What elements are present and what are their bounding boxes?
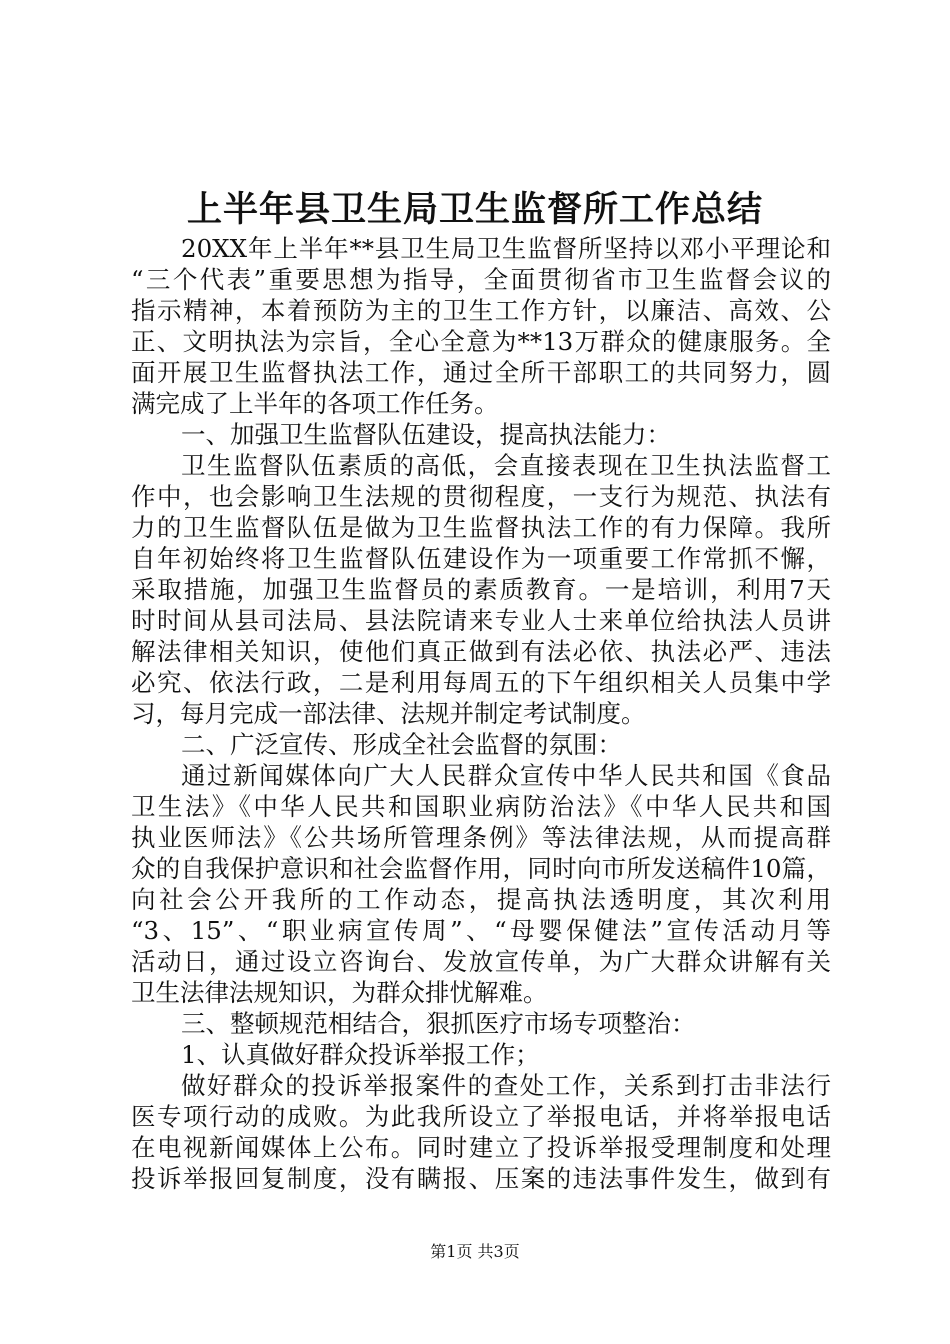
text-line: 作中，也会影响卫生法规的贯彻程度，一支行为规范、执法有 (131, 482, 831, 511)
text-line: 执业医师法》《公共场所管理条例》等法律法规，从而提高群 (131, 823, 831, 852)
text-line: 在电视新闻媒体上公布。同时建立了投诉举报受理制度和处理 (131, 1133, 831, 1162)
text-line: 向社会公开我所的工作动态，提高执法透明度，其次利用 (131, 885, 831, 914)
document-title: 上半年县卫生局卫生监督所工作总结 (186, 189, 763, 230)
text-line: 活动日，通过设立咨询台、发放宣传单，为广大群众讲解有关 (131, 947, 831, 976)
text-line: 习，每月完成一部法律、法规并制定考试制度。 (131, 699, 646, 728)
text-line: 投诉举报回复制度，没有瞒报、压案的违法事件发生，做到有 (131, 1164, 831, 1193)
text-line: 自年初始终将卫生监督队伍建设作为一项重要工作常抓不懈， (131, 544, 831, 573)
text-line: 指示精神，本着预防为主的卫生工作方针，以廉洁、高效、公 (131, 296, 831, 325)
text-line: 卫生法律法规知识，为群众排忧解难。 (131, 978, 548, 1007)
text-line: 卫生法》《中华人民共和国职业病防治法》《中华人民共和国 (131, 792, 831, 821)
text-line: 必究、依法行政，二是利用每周五的下午组织相关人员集中学 (131, 668, 831, 697)
text-line: 医专项行动的成败。为此我所设立了举报电话，并将举报电话 (131, 1102, 831, 1131)
text-line: “3、15”、“职业病宣传周”、“母婴保健法”宣传活动月等 (131, 916, 831, 945)
page-footer: 第1页 共3页 (430, 1242, 520, 1261)
text-line: 满完成了上半年的各项工作任务。 (131, 389, 499, 418)
text-line: 做好群众的投诉举报案件的查处工作，关系到打击非法行 (181, 1071, 831, 1100)
document-body (131, 233, 831, 1194)
text-line: 一、加强卫生监督队伍建设，提高执法能力： (181, 420, 671, 449)
text-line: 1、认真做好群众投诉举报工作； (181, 1040, 540, 1069)
text-line: 20XX年上半年**县卫生局卫生监督所坚持以邓小平理论和 (181, 234, 831, 263)
text-line: 众的自我保护意识和社会监督作用，同时向市所发送稿件10篇， (131, 854, 831, 883)
text-line: “三个代表”重要思想为指导，全面贯彻省市卫生监督会议的 (131, 265, 831, 294)
text-line: 通过新闻媒体向广大人民群众宣传中华人民共和国《食品 (181, 761, 831, 790)
text-line: 采取措施，加强卫生监督员的素质教育。一是培训，利用7天 (131, 575, 831, 604)
text-line: 二、广泛宣传、形成全社会监督的氛围： (181, 730, 622, 759)
text-line: 时时间从县司法局、县法院请来专业人士来单位给执法人员讲 (131, 606, 831, 635)
text-line: 解法律相关知识，使他们真正做到有法必依、执法必严、违法 (131, 637, 831, 666)
text-line: 卫生监督队伍素质的高低，会直接表现在卫生执法监督工 (181, 451, 831, 480)
text-line: 面开展卫生监督执法工作，通过全所干部职工的共同努力，圆 (131, 358, 831, 387)
text-line: 正、文明执法为宗旨，全心全意为**13万群众的健康服务。全 (131, 327, 831, 356)
text-line: 三、整顿规范相结合，狠抓医疗市场专项整治： (181, 1009, 696, 1038)
text-line: 力的卫生监督队伍是做为卫生监督执法工作的有力保障。我所 (131, 513, 831, 542)
